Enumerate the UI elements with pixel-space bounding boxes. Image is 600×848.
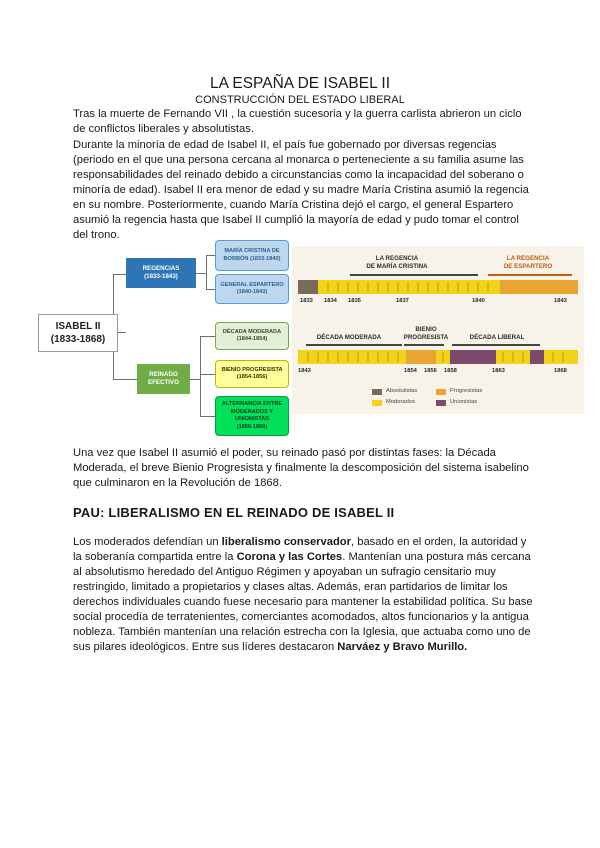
esp-label-2: (1840-1843) bbox=[236, 289, 268, 295]
al-label-4: (1856-1868) bbox=[236, 423, 268, 430]
page-subtitle: CONSTRUCCIÓN DEL ESTADO LIBERAL bbox=[195, 94, 405, 106]
p4-text-e: . Mantenían una postura más cercana al absolutismo heredado del Antiguo Régimen y apoyaban un sufragio censitario muy restringido, limitado a propietarios y clases altas. Además, eran partidarios de limitar los derechos individuales cuando fuese necesario para mantener la estabilidad política. Su base social procedía de terratenientes, comerciantes acomodados, altos funcionarios y la antigua nobleza. También mantenían una relación estrecha con la Iglesia, que actuaba como uno de sus pilares ideológicos. Entre sus líderes destacaron bbox=[73, 551, 533, 653]
p4-text-a: Los moderados defendían un bbox=[73, 536, 222, 548]
body-paragraph-phases: Una vez que Isabel II asumió el poder, su reinado pasó por distintas fases: la Década Moderada, el breve Bienio Progresista y finalmente la descomposición del sistema isabelino que culminaron en la Revolución de 1868. bbox=[73, 447, 529, 489]
pau-heading: PAU: LIBERALISMO EN EL REINADO DE ISABEL II bbox=[73, 505, 395, 520]
reinado-efectivo-node bbox=[137, 364, 190, 394]
al-label-1: ALTERNANCIA ENTRE bbox=[221, 401, 283, 407]
tl-label-bienio bbox=[400, 326, 452, 341]
bottom-timeline-bar bbox=[298, 350, 578, 364]
tl-year-b-1863: 1863 bbox=[492, 368, 505, 374]
page-title: LA ESPAÑA DE ISABEL II bbox=[209, 75, 391, 92]
maria-cristina-node bbox=[215, 240, 289, 271]
mc-label-1: MARÍA CRISTINA DE bbox=[224, 248, 280, 254]
reinado-label-1: REINADO bbox=[149, 371, 178, 378]
tl-year-b-1858: 1858 bbox=[444, 368, 457, 374]
legend-swatch-moderados bbox=[372, 400, 382, 406]
legend-swatch-progresistas bbox=[436, 389, 446, 395]
legend-moderados: Moderados bbox=[386, 399, 416, 405]
reign-diagram bbox=[38, 236, 284, 441]
tl-label-mc-2: DE MARÍA CRISTINA bbox=[366, 262, 428, 270]
p4-bold-corona: Corona y las Cortes bbox=[236, 551, 343, 563]
tl-year-b-1843: 1843 bbox=[298, 368, 311, 374]
legend-swatch-absolutistas bbox=[372, 389, 382, 395]
p4-text-c: , basado en el orden, la autoridad y la soberanía compartida entre la bbox=[73, 536, 527, 563]
tl-label-liberal: DÉCADA LIBERAL bbox=[469, 334, 525, 341]
tl-label-regencia-esp bbox=[488, 255, 568, 270]
body-paragraph-moderados bbox=[73, 535, 533, 655]
tl-year-1835: 1835 bbox=[348, 298, 361, 304]
decada-moderada-node bbox=[215, 322, 289, 350]
dm-label-2: (1844-1854) bbox=[236, 336, 268, 342]
tl-year-1843: 1843 bbox=[554, 298, 567, 304]
legend-unionistas: Unionistas bbox=[450, 399, 478, 405]
isabel-ii-node bbox=[38, 314, 118, 352]
top-timeline-bar bbox=[298, 280, 578, 294]
tl-label-esp-2: DE ESPARTERO bbox=[503, 262, 553, 270]
p4-bold-lideres: Narváez y Bravo Murillo. bbox=[337, 641, 468, 653]
tl-year-b-1856: 1856 bbox=[424, 368, 437, 374]
timeline-figure bbox=[292, 246, 584, 414]
tl-label-moderada: DÉCADA MODERADA bbox=[316, 334, 382, 341]
regencias-label: REGENCIAS bbox=[142, 265, 180, 272]
espartero-node bbox=[215, 274, 289, 304]
intro-paragraph-2: Durante la minoría de edad de Isabel II, el país fue gobernado por diversas regencias (periodo en el que una persona cercana al monarca o perteneciente a su familia asume las responsabilidades del reinado debido a circunstancias como la incapacidad del soberano o minoría de edad). Isabel II era menor de edad y su madre María Cristina asumió la regencia en su nombre. Posteriormente, cuando María Cristina dejó el cargo, el general Espartero asumió la regencia hasta que Isabel II cumplió la mayoría de edad y pudo tomar el control del trono. bbox=[73, 139, 529, 241]
esp-label-1: GENERAL ESPARTERO bbox=[220, 281, 284, 288]
p4-bold-liberalismo: liberalismo conservador bbox=[221, 536, 351, 548]
tl-label-bienio-1: BIENIO bbox=[415, 326, 437, 333]
legend-swatch-unionistas bbox=[436, 400, 446, 406]
alternancia-node bbox=[215, 396, 289, 436]
bp-label-2: (1854-1856) bbox=[236, 374, 268, 380]
bienio-progresista-node bbox=[215, 360, 289, 388]
al-label-2: MODERADOS Y bbox=[230, 408, 274, 415]
bp-label-1: BIENIO PROGRESISTA bbox=[221, 366, 283, 373]
tl-year-1833: 1833 bbox=[300, 298, 313, 304]
tl-label-mc-1: LA REGENCIA bbox=[375, 255, 419, 262]
tl-label-bienio-2: PROGRESISTA bbox=[403, 333, 449, 341]
al-label-3: UNIONISTAS bbox=[234, 416, 270, 422]
tl-year-1834: 1834 bbox=[324, 298, 337, 304]
mc-label-2: BORBÓN (1833-1840) bbox=[223, 255, 281, 262]
legend-progresistas: Progresistas bbox=[450, 388, 483, 394]
regencias-dates: (1833-1843) bbox=[144, 273, 178, 280]
tl-year-b-1854: 1854 bbox=[404, 368, 417, 374]
tl-year-1837: 1837 bbox=[396, 298, 409, 304]
reinado-label-2: EFECTIVO bbox=[148, 379, 179, 386]
legend-absolutistas: Absolutistas bbox=[386, 388, 418, 394]
tl-year-b-1868: 1868 bbox=[554, 368, 567, 374]
intro-paragraph-1: Tras la muerte de Fernando VII , la cuestión sucesoria y la guerra carlista abrieron un ciclo de conflictos liberales y absolutistas. bbox=[73, 108, 522, 135]
isabel-ii-dates: (1833-1868) bbox=[50, 334, 106, 345]
regencias-node bbox=[126, 258, 196, 288]
isabel-ii-name: ISABEL II bbox=[55, 321, 101, 332]
dm-label-1: DÉCADA MODERADA bbox=[222, 328, 282, 335]
tl-label-esp-1: LA REGENCIA bbox=[506, 255, 550, 262]
tl-label-regencia-mc bbox=[352, 255, 442, 270]
tl-year-1840: 1840 bbox=[472, 298, 485, 304]
